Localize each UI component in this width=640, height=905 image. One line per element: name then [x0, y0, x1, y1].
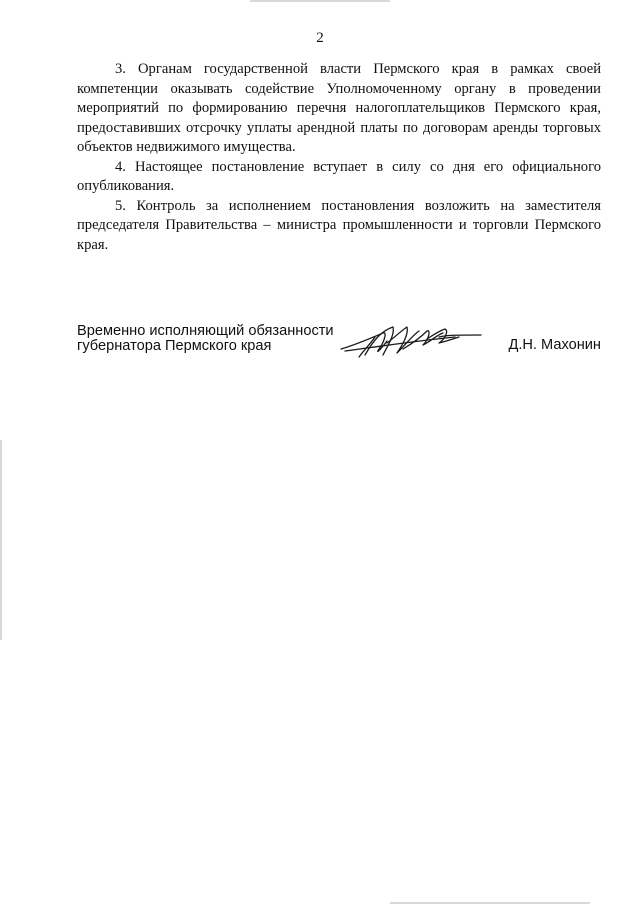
signature-block — [77, 324, 601, 374]
signer-name: Д.Н. Махонин — [508, 337, 601, 353]
scan-edge-bottom — [390, 902, 590, 904]
signer-title-line-2: губернатора Пермского края — [77, 338, 272, 354]
scan-edge-left — [0, 440, 2, 640]
document-body — [77, 60, 601, 255]
signer-title — [77, 324, 337, 354]
page-number: 2 — [316, 30, 324, 46]
scan-edge-top — [250, 0, 390, 2]
paragraph-4: 4. Настоящее постановление вступает в силу со дня его официального опубликования. — [77, 158, 601, 194]
signer-title-line-1: Временно исполняющий обязанности — [77, 323, 334, 339]
paragraph-5: 5. Контроль за исполнением постановления возложить на заместителя председателя Правительства – министра промышленности и торговли Пермского края. — [77, 197, 601, 253]
handwritten-signature-icon — [335, 319, 485, 363]
paragraph-3: 3. Органам государственной власти Пермского края в рамках своей компетенции оказывать содействие Уполномоченному органу в проведении мероприятий по формированию перечня налогоплательщиков Пермского края, предоставивших отсрочку уплаты арендной платы по договорам аренды торговых объектов недвижимого имущества. — [77, 61, 601, 155]
